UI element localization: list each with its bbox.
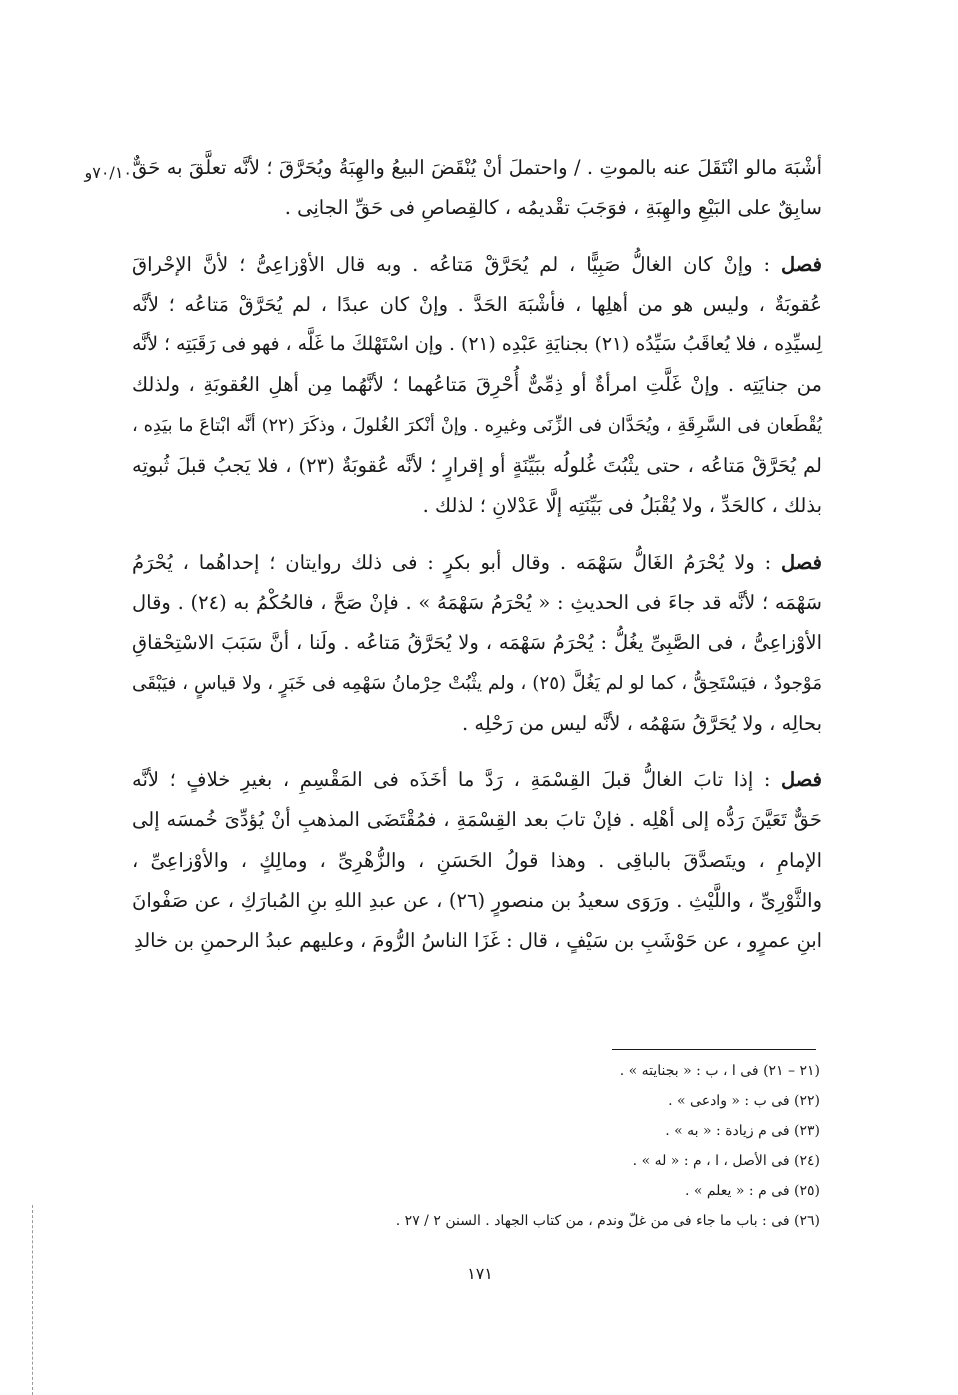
footnote: (٢٣) فى م زيادة : « به » .: [665, 1123, 820, 1139]
text-line: [132, 148, 822, 188]
line-text: مَوْجودٌ ، فيَسْتَحِقُّ ، كما لو لم يَغُلَّ (٢٥) ، ولم يثْبُتْ حِرْمانُ سَهْمِه فى خَبَرٍ ، ولا قياسٍ ، فيَبْقَى: [132, 672, 822, 694]
footnote: (٢٢) فى ب : « وادعى » .: [668, 1093, 820, 1109]
margin-manuscript-reference: ٧٠/١٠و: [84, 163, 132, 182]
line-text: لِسيِّدِه ، فلا يُعاقَبُ سَيِّدُه (٢١) بجنايَةِ عَبْدِه (٢١) . وإن اسْتَهْلكَ ما غَلَّه ، فهو فى رَقَبَتِه ؛ لأنَّه: [132, 334, 822, 356]
footnote: (٢٥) فى م : « يعلم » .: [684, 1183, 820, 1199]
text-line: [132, 365, 822, 405]
line-text: أشْبَهَ مالو انْتَقَلَ عنه بالموتِ . / واحتملَ أنْ يُنْقَضَ البيعُ والهِبَةُ ويُحَرَّقَ ؛ لأنَّه تعلَّقَ به حَقٌّ: [132, 156, 822, 179]
line-text: حَقٌّ تَعَيَّنَ رَدُّه إلى أهْلِه . فإنْ تابَ بعد القِسْمَةِ ، فمُقْتَضَى المذهبِ أنْ يُؤدِّىَ خُمسَه إلى: [132, 808, 822, 832]
line-text: الأوْزاعِىُّ ، فى الصَّبِىِّ يغُلُّ : يُحْرَمُ سَهْمَه ، ولا يُحَرَّقُ مَتاعُه . ولَنا ، أنَّ سَبَبَ الاسْتِحْقاقِ: [132, 631, 822, 655]
line-text: عُقوبَةٌ ، وليس هو من أهلِها ، فأشْبَهَ الحَدَّ . وإنْ كان عبدًا ، لم يُحَرَّقْ مَتاعُه ؛ لأنَّه: [132, 292, 822, 316]
text-line: [132, 325, 822, 365]
section-heading: فصل: [781, 550, 822, 574]
text-line: [132, 446, 822, 486]
section-heading: فصل: [781, 768, 822, 792]
text-line: [132, 486, 822, 526]
line-text: : إذا تابَ الغالُّ قبلَ القِسْمَةِ ، رَدَّ ما أخَذَه فى المَقْسِمِ ، بغيرِ خلافٍ ؛ لأنَّه: [132, 768, 771, 792]
footnote-separator: [612, 1049, 816, 1050]
line-text: يُقْطَعان فى السَّرِقَةِ ، ويُحَدَّان فى الزِّنَى وغيرِه . وإنْ أنْكرَ الغُلولَ ، وذكَرَ (٢٢) أنَّه ابْتاعَ ما بيَدِه ،: [132, 415, 822, 436]
line-text: من جنايَتِه . وإنْ غَلَّتِ امرأةٌ أو ذِمِّىٌّ أُحْرِقَ مَتاعُهما ؛ لأنَّهُما مِن أهلِ العُقوبَةِ ، ولذلك: [132, 373, 822, 397]
text-line: [132, 406, 822, 446]
text-line: [132, 285, 822, 325]
line-text: بحالِه ، ولا يُحَرَّقُ سَهْمُه ، لأنَّه ليس من رَحْلِه .: [462, 711, 822, 735]
text-line: [132, 188, 822, 228]
text-line: [132, 623, 822, 663]
text-line: [132, 583, 822, 623]
text-line: [132, 543, 822, 583]
line-text: الإمامِ ، ويتَصدَّقَ بالباقِى . وهذا قولُ الحَسَنِ ، والزُّهْرِىِّ ، ومالِكٍ ، والأوْزاعِىِّ ،: [132, 848, 822, 872]
line-text: سَهْمَه ؛ لأنَّه قد جاءَ فى الحديثِ : « يُحْرَمُ سَهْمَهُ » . فإنْ صَحَّ ، فالحُكْمُ به (٢٤) . وقال: [132, 590, 822, 614]
text-line: [132, 921, 822, 961]
main-text: [132, 148, 822, 962]
text-line: [132, 841, 822, 881]
text-line: [132, 664, 822, 704]
line-text: : وإنْ كان الغالُّ صَبِيًّا ، لم يُحَرَّقْ مَتاعُه . وبه قال الأوْزاعِىُّ ؛ لأنَّ الإحْراقَ: [132, 252, 771, 276]
text-line: [132, 881, 822, 921]
line-text: ابنِ عمرٍو ، عن حَوْشَبِ بن سَيْفٍ ، قال : غَزَا الناسُ الرُّومَ ، وعليهم عبدُ الرحمنِ بن خالدِ: [134, 929, 822, 953]
scan-edge-line: [32, 1205, 33, 1395]
page-number: ١٧١: [467, 1264, 493, 1283]
line-text: : ولا يُحْرَمُ الغَالُّ سَهْمَه . وقال أبو بكرٍ : فى ذلك روايتان ؛ إحداهُما ، يُحْرَمُ: [132, 550, 772, 574]
text-line: [132, 245, 822, 285]
section-heading: فصل: [781, 252, 822, 276]
line-text: بذلك ، كالحَدِّ ، ولا يُقْبَلُ فى بَيِّنَتِه إلَّا عَدْلانِ ؛ لذلك .: [422, 494, 822, 518]
footnote: (٢١ – ٢١) فى ا ، ب : « بجنايته » .: [619, 1063, 820, 1079]
footnotes: [330, 1056, 820, 1236]
text-line: [132, 760, 822, 800]
line-text: والثَّوْرِىِّ ، واللَّيْثِ . ورَوَى سعيدُ بن منصورٍ (٢٦) ، عن عبدِ اللهِ بنِ المُبارَكِ ، عن صَفْوانَ: [132, 889, 822, 913]
paragraph: [132, 148, 822, 229]
paragraph: [132, 760, 822, 961]
text-line: [132, 800, 822, 840]
footnote: (٢٤) فى الأصل ، ا ، م : « له » .: [632, 1153, 820, 1169]
footnote: (٢٦) فى : باب ما جاء فى من غلّ وندم ، من كتاب الجهاد . السنن ٢ / ٢٧ .: [395, 1213, 820, 1229]
paragraph: [132, 245, 822, 527]
line-text: لم يُحَرَّقْ مَتاعُه ، حتى يثْبُتَ غُلولُه ببَيِّنَةٍ أو إقرارٍ ؛ لأنَّه عُقوبَةٌ (٢٣) ، فلا يَجبُ قبلَ ثُبوتِه: [132, 454, 822, 478]
line-text: سابِقٌ على البَيْعِ والهِبَةِ ، فوَجَبَ تقْديمُه ، كالقِصاصِ فى حَقِّ الجانِى .: [284, 196, 822, 220]
text-line: [132, 704, 822, 744]
paragraph: [132, 543, 822, 744]
